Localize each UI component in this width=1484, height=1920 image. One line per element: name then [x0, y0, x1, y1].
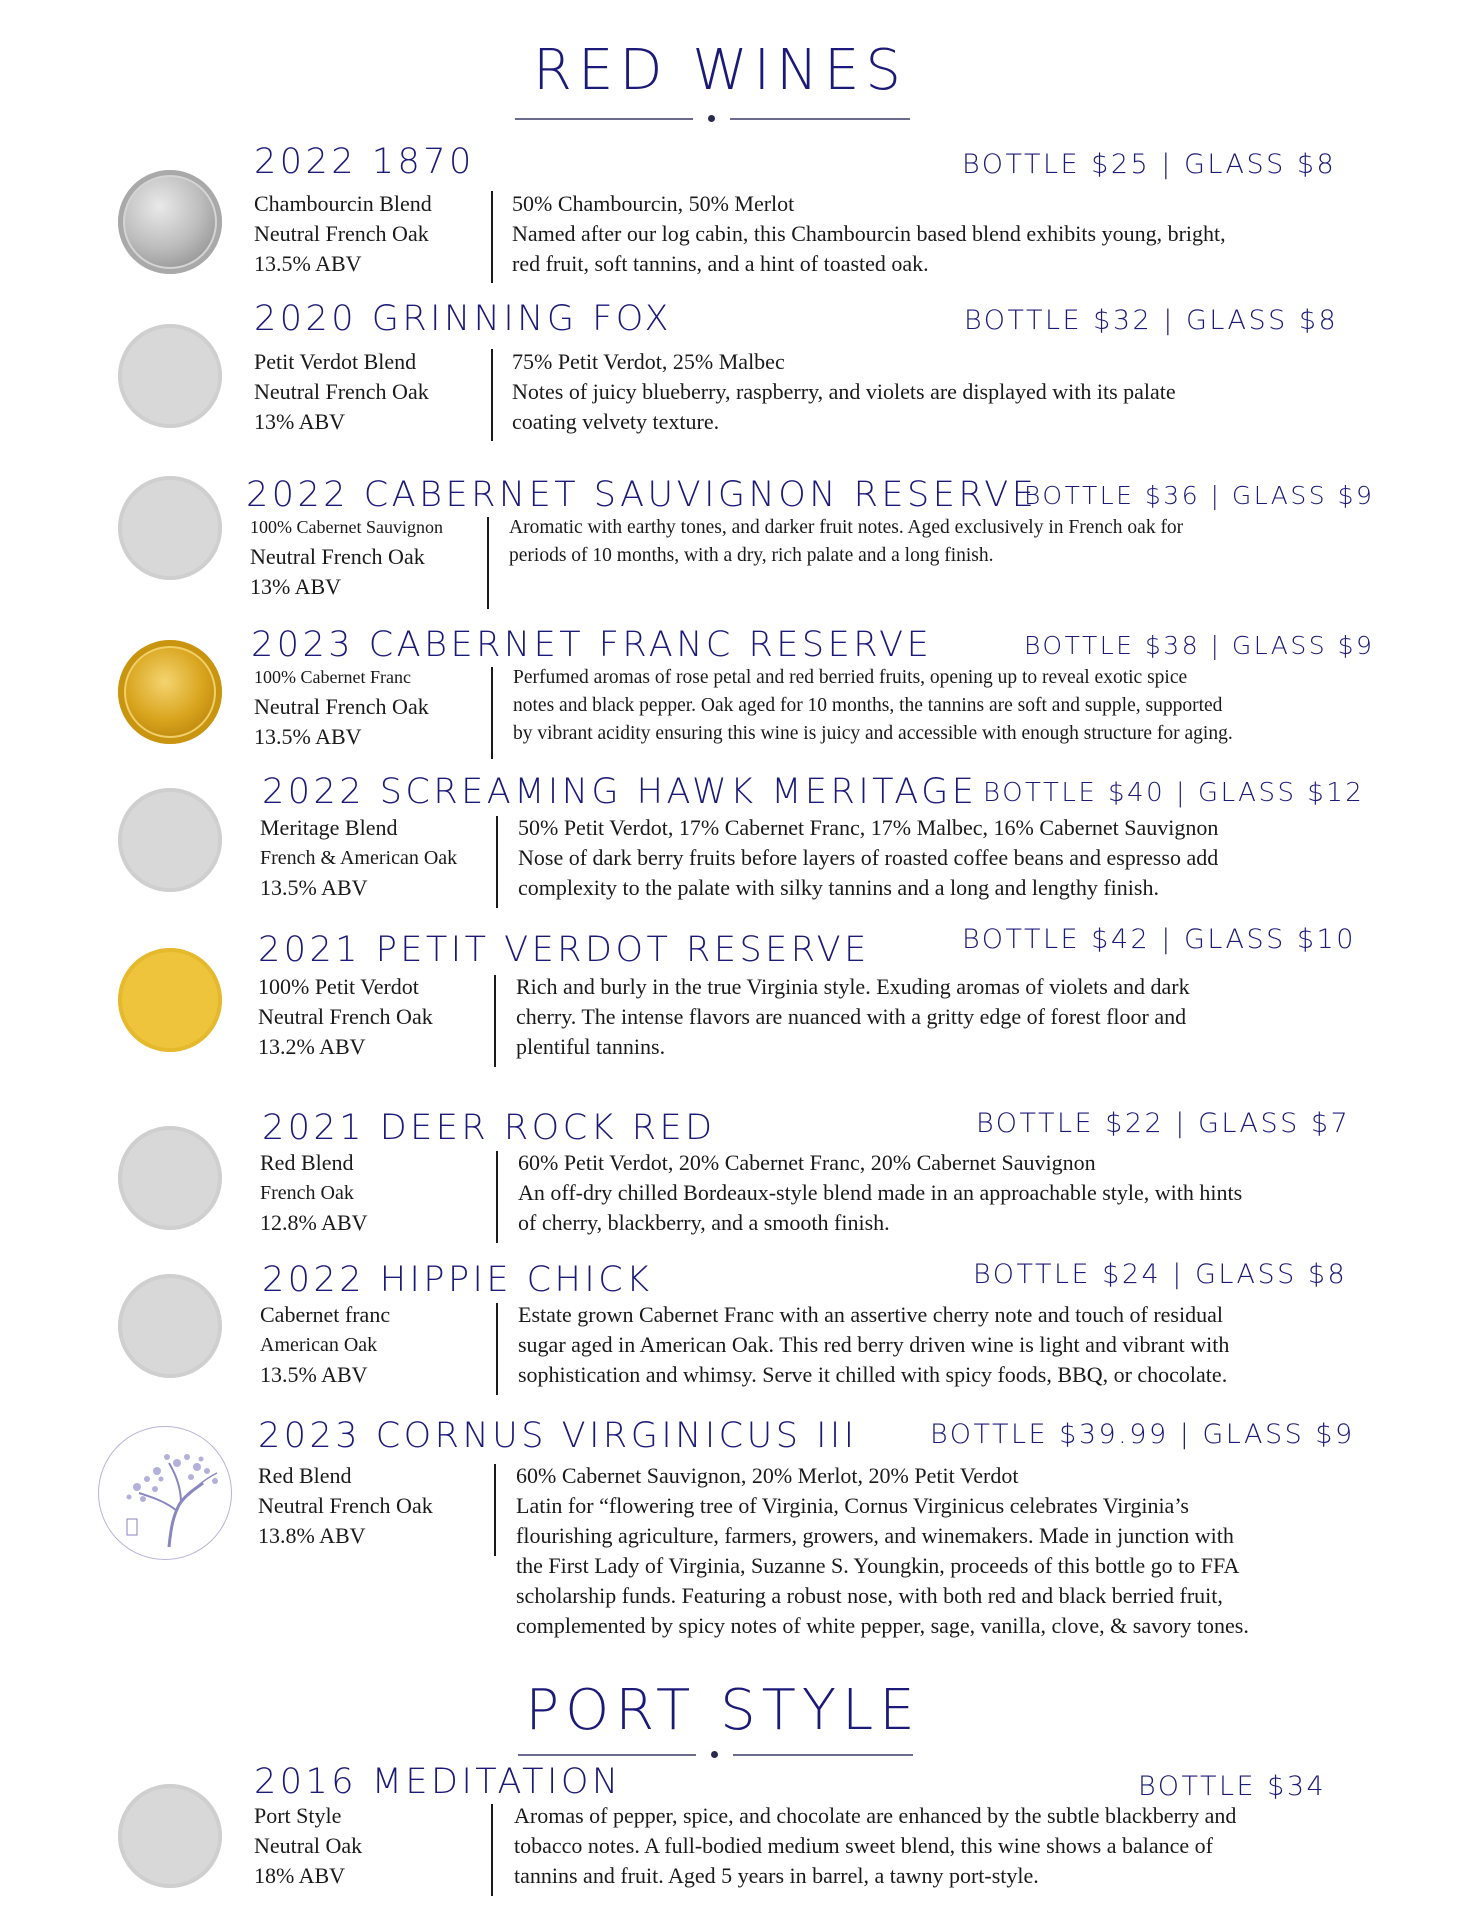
wine-name: 2020 GRINNING FOX — [254, 299, 672, 339]
wine-name: 2021 PETIT VERDOT RESERVE — [258, 930, 870, 970]
separator-line — [487, 517, 489, 609]
wine-description: 60% Petit Verdot, 20% Cabernet Franc, 20% Cabernet Sauvignon An off-dry chilled Bordeaux-style blend made in an approachable style, with hints of cherry, blackberry, and a smooth finish. — [518, 1150, 1243, 1235]
separator-line — [496, 1151, 498, 1243]
wine-name: 2022 SCREAMING HAWK MERITAGE — [262, 772, 978, 812]
silver-medal-icon — [118, 324, 222, 428]
silver-medal-icon — [118, 170, 222, 274]
wine-name: 2016 MEDITATION — [254, 1762, 622, 1802]
wine-meta: Cabernet franc American Oak 13.5% ABV — [260, 1302, 391, 1387]
wine-description: Aromatic with earthy tones, and darker fruit notes. Aged exclusively in French oak for periods of 10 months, with a dry, rich palate and a long finish. — [509, 517, 1184, 566]
wine-price: BOTTLE $25 | GLASS $8 — [962, 149, 1337, 180]
wine-description: Rich and burly in the true Virginia style. Exuding aromas of violets and dark cherry. The intense flavors are nuanced with a gritty edge of forest floor and plentiful tannins. — [516, 974, 1190, 1059]
wine-name: 2023 CABERNET FRANC RESERVE — [251, 625, 933, 665]
wine-description: Estate grown Cabernet Franc with an assertive cherry note and touch of residual sugar aged in American Oak. This red berry driven wine is light and vibrant with sophistication and whimsy. Serve it chilled with spicy foods, BBQ, or chocolate. — [518, 1302, 1230, 1387]
wine-description: 50% Petit Verdot, 17% Cabernet Franc, 17% Malbec, 16% Cabernet Sauvignon Nose of dark berry fruits before layers of roasted coffee beans and espresso add complexity to the palate with silky tannins and a long and lengthy finish. — [518, 815, 1219, 900]
wine-price: BOTTLE $34 — [1138, 1771, 1327, 1802]
silver-medal-icon — [118, 476, 222, 580]
wine-oak: Neutral French Oak — [254, 221, 429, 246]
section-title-port-style: PORT STYLE — [525, 1678, 921, 1743]
wine-price: BOTTLE $42 | GLASS $10 — [962, 924, 1356, 955]
wine-price: BOTTLE $39.99 | GLASS $9 — [930, 1419, 1355, 1450]
gold-medal-icon — [118, 948, 222, 1052]
wine-meta: Petit Verdot Blend Neutral French Oak 13% ABV — [254, 349, 429, 434]
flowering-tree-logo-icon — [98, 1426, 232, 1560]
section-title-red-wines: RED WINES — [533, 38, 907, 103]
wine-meta: 100% Cabernet Sauvignon Neutral French Oak 13% ABV — [250, 517, 443, 599]
title-divider — [515, 112, 910, 126]
wine-description: 60% Cabernet Sauvignon, 20% Merlot, 20% Petit Verdot Latin for “flowering tree of Virginia, Cornus Virginicus celebrates Virginia’s flourishing agriculture, farmers, growers, and winemakers. Made in junction with the First Lady of Virginia, Suzanne S. Youngkin, proceeds of this bottle go to FFA scholarship funds. Featuring a robust nose, with both red and black berried fruit, complemented by spicy notes of white pepper, sage, vanilla, clove, & savory tones. — [516, 1463, 1249, 1638]
silver-medal-icon — [118, 788, 222, 892]
wine-description: Perfumed aromas of rose petal and red berried fruits, opening up to reveal exotic spice notes and black pepper. Oak aged for 10 months, the tannins are soft and supple, supported by vibrant acidity ensuring this wine is juicy and accessible with enough structure for aging. — [513, 667, 1233, 744]
wine-name: 2022 CABERNET SAUVIGNON RESERVE — [246, 475, 1038, 515]
wine-name: 2021 DEER ROCK RED — [262, 1108, 716, 1148]
wine-meta: 100% Petit Verdot Neutral French Oak 13.2% ABV — [258, 974, 433, 1059]
wine-meta: Port Style Neutral Oak 18% ABV — [254, 1803, 363, 1888]
wine-blend: Chambourcin Blend — [254, 191, 432, 216]
wine-name: 2022 HIPPIE CHICK — [262, 1260, 653, 1300]
separator-line — [491, 667, 493, 759]
title-divider — [518, 1748, 913, 1762]
wine-meta: Red Blend Neutral French Oak 13.8% ABV — [258, 1463, 433, 1548]
wine-description: 75% Petit Verdot, 25% Malbec Notes of juicy blueberry, raspberry, and violets are displayed with its palate coating velvety texture. — [512, 349, 1176, 434]
wine-price: BOTTLE $40 | GLASS $12 — [983, 778, 1365, 808]
wine-price: BOTTLE $32 | GLASS $8 — [964, 305, 1339, 336]
separator-line — [496, 816, 498, 908]
wine-price: BOTTLE $36 | GLASS $9 — [1024, 481, 1375, 510]
separator-line — [494, 1464, 496, 1556]
silver-medal-icon — [118, 1784, 222, 1888]
separator-line — [494, 975, 496, 1067]
wine-name: 2023 CORNUS VIRGINICUS III — [258, 1416, 858, 1456]
gold-medal-icon — [118, 640, 222, 744]
wine-meta: Meritage Blend French & American Oak 13.5% ABV — [260, 815, 458, 900]
wine-description: 50% Chambourcin, 50% Merlot Named after our log cabin, this Chambourcin based blend exhibits young, bright, red fruit, soft tannins, and a hint of toasted oak. — [512, 191, 1226, 276]
wine-description: Aromas of pepper, spice, and chocolate are enhanced by the subtle blackberry and tobacco notes. A full-bodied medium sweet blend, this wine shows a balance of tannins and fruit. Aged 5 years in barrel, a tawny port-style. — [514, 1803, 1237, 1888]
wine-price: BOTTLE $38 | GLASS $9 — [1024, 631, 1375, 660]
separator-line — [496, 1303, 498, 1395]
wine-name: 2022 1870 — [254, 142, 475, 182]
wine-price: BOTTLE $22 | GLASS $7 — [976, 1108, 1351, 1139]
wine-meta — [254, 189, 432, 279]
wine-abv: 13.5% ABV — [254, 251, 362, 276]
wine-meta: Red Blend French Oak 12.8% ABV — [260, 1150, 368, 1235]
separator-line — [491, 349, 493, 441]
wine-meta: 100% Cabernet Franc Neutral French Oak 13.5% ABV — [254, 667, 429, 749]
silver-medal-icon — [118, 1274, 222, 1378]
separator-line — [491, 1804, 493, 1896]
separator-line — [491, 191, 493, 283]
wine-price: BOTTLE $24 | GLASS $8 — [973, 1259, 1348, 1290]
silver-medal-icon — [118, 1126, 222, 1230]
